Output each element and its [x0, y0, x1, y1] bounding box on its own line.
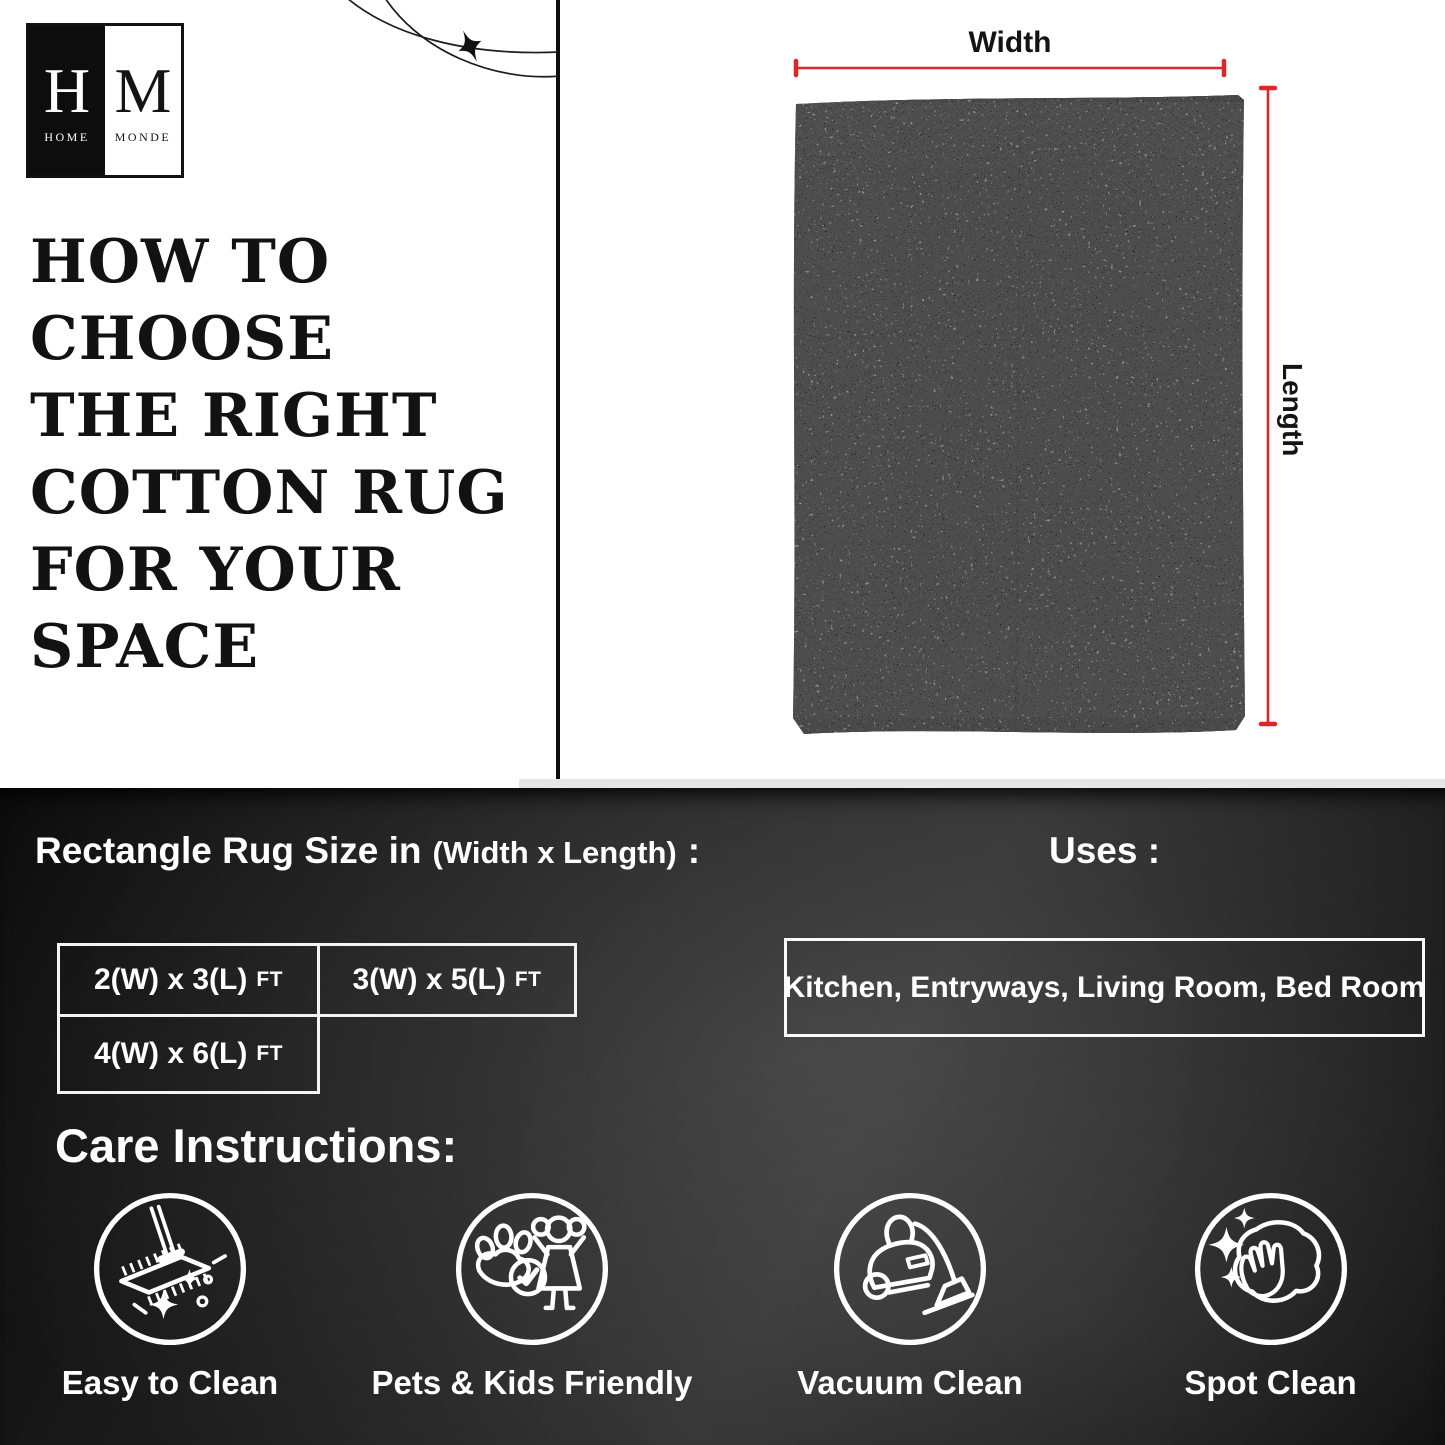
size-cell-2x3 [57, 943, 320, 1017]
hand-wipe-icon [1190, 1188, 1352, 1350]
title-line: HOW TO [30, 227, 331, 297]
rug-product-image [788, 88, 1250, 740]
title-line: COTTON RUG [30, 458, 509, 528]
logo-word-home: HOME [44, 129, 90, 144]
care-label: Pets & Kids Friendly [371, 1364, 693, 1401]
mop-sparkle-icon [89, 1188, 251, 1350]
care-instructions-heading: Care Instructions: [55, 1119, 458, 1172]
care-label: Easy to Clean [61, 1364, 279, 1401]
care-icons-row [0, 1188, 1445, 1402]
care-label: Vacuum Clean [797, 1364, 1023, 1401]
size-heading-colon: : [687, 830, 701, 871]
page-title [30, 224, 550, 686]
vertical-divider [556, 0, 560, 780]
size-table-row [57, 1017, 577, 1094]
size-unit: FT [256, 1042, 283, 1065]
photo-edge-strip [519, 779, 1445, 788]
uses-value-box [784, 938, 1425, 1037]
care-item-vacuum [724, 1188, 1096, 1402]
size-dims: 3(W) x 5(L) [352, 963, 506, 996]
size-unit: FT [256, 968, 283, 991]
width-dimension-label: Width [968, 26, 1052, 59]
title-line: THE RIGHT [30, 381, 438, 451]
size-cell-3x5 [317, 943, 577, 1017]
care-item-pets-kids [340, 1188, 724, 1402]
size-heading-main: Rectangle Rug Size in [35, 830, 422, 871]
title-line: CHOOSE [30, 304, 335, 374]
title-line: FOR YOUR [30, 535, 401, 605]
logo-letter-m: M [114, 54, 172, 126]
logo-monde-half [105, 26, 181, 175]
width-dimension-arrow [790, 58, 1230, 78]
uses-section-heading: Uses : [1048, 830, 1161, 871]
hm-brand-logo [26, 23, 184, 178]
size-table [57, 943, 577, 1094]
size-table-row [57, 943, 577, 1017]
size-dims: 4(W) x 6(L) [94, 1037, 248, 1070]
care-label: Spot Clean [1184, 1364, 1357, 1401]
size-heading-detail: (Width x Length) [432, 835, 677, 870]
vacuum-icon [829, 1188, 991, 1350]
logo-word-monde: MONDE [114, 129, 172, 144]
details-section [0, 788, 1445, 1445]
length-dimension-arrow [1258, 82, 1278, 730]
logo-home-half [29, 26, 105, 175]
decorative-swish-lines [280, 0, 580, 130]
size-cell-4x6 [57, 1014, 320, 1094]
logo-letter-h: H [43, 54, 91, 126]
uses-value: Kitchen, Entryways, Living Room, Bed Room [783, 970, 1426, 1004]
size-section-heading [35, 830, 700, 872]
length-dimension-label: Length [1277, 363, 1308, 457]
paw-kid-icon [451, 1188, 613, 1350]
size-dims: 2(W) x 3(L) [94, 963, 248, 996]
size-unit: FT [514, 968, 542, 991]
care-item-easy-to-clean [0, 1188, 340, 1402]
care-item-spot-clean [1096, 1188, 1445, 1402]
title-line: SPACE [30, 612, 260, 682]
